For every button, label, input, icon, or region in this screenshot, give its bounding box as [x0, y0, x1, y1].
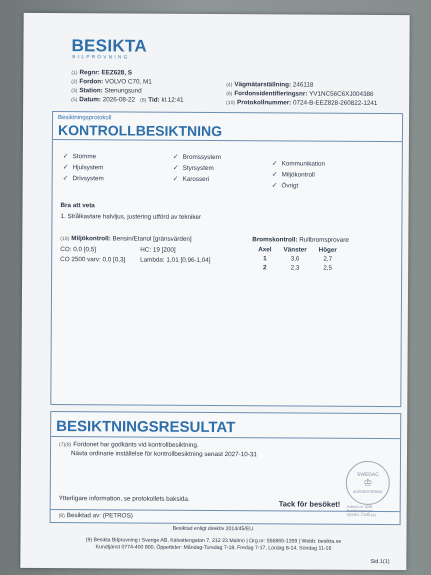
- brake-table-row: 2 2,3 2,5: [263, 264, 333, 272]
- bromskontroll-row: Bromskontroll: Rullbromsprovare: [252, 236, 349, 244]
- hc-value: HC: 19 [200]: [140, 246, 176, 254]
- check-hjulsystem: ✓ Hjulsystem: [62, 164, 104, 172]
- check-icon: ✓: [62, 164, 69, 172]
- swedac-seal-icon: [346, 461, 390, 505]
- lambda-value: Lambda: 1,01 [0,96-1,04]: [140, 256, 211, 264]
- check-icon: ✓: [62, 175, 69, 183]
- besiktad-av: (8) Besiktad av: (PETROS): [58, 512, 133, 520]
- check-icon: ✓: [172, 164, 179, 172]
- check-icon: ✓: [271, 182, 278, 190]
- besikta-logo-subtitle: BILPROVNING: [72, 54, 130, 60]
- seal-footnote-3: ISO/IEC 17020 (A): [346, 512, 376, 517]
- footer-hours: Kundtjänst 0774-400 800, Öppettider: Måndag-Torsdag 7-18, Fredag 7-17, Lördag 8-14, Söndag 11-16: [95, 544, 332, 552]
- datum-row: (5) Datum: 2026-08-22: [71, 96, 135, 104]
- divider: [53, 139, 402, 142]
- besikta-logo: BESIKTA: [71, 36, 148, 56]
- footer-company: (9) Besikta Bilprovning i Sverige AB, Kälvattengatan 7, 212 23 Malmö | Org.nr: 556865-1359 | Webb: besikta.se: [85, 537, 342, 545]
- check-drivsystem: ✓ Drivsystem: [62, 175, 104, 183]
- result-title: BESIKTNINGSRESULTAT: [56, 418, 236, 437]
- co-value: CO: 0,0 [0,5]: [60, 246, 96, 254]
- result-info: Ytterligare information, se protokollets baksida.: [58, 495, 190, 503]
- tid-row: (8) Tid: kl.12:41: [140, 96, 184, 104]
- regnr-value: EEZ628, S: [101, 69, 132, 77]
- footer-directive: Besiktad enligt direktiv 2014/45/EU.: [172, 525, 255, 533]
- check-ovrigt: ✓ Övrigt: [271, 182, 299, 190]
- protocol-box: [50, 111, 403, 407]
- seal-top-text: SWEDAC: [356, 471, 379, 478]
- check-bromssystem: ✓ Bromssystem: [172, 153, 221, 162]
- station-row: (3) Station: Stenungsund: [71, 87, 142, 95]
- check-icon: ✓: [172, 175, 179, 183]
- check-stomme: ✓ Stomme: [62, 153, 97, 161]
- regnr-row: (1) Regnr: EEZ628, S: [71, 69, 132, 77]
- check-icon: ✓: [62, 153, 69, 161]
- miljokontroll-row: (10) Miljökontroll: Bensin/Etanol [gränsvärden]: [60, 235, 192, 243]
- thanks-text: Tack för besöket!: [278, 499, 341, 509]
- co2500-value: CO 2500 varv: 0,0 [0,3]: [60, 256, 126, 264]
- divider: [51, 436, 400, 439]
- fordon-row: (2) Fordon: VOLVO C70, M1: [71, 78, 152, 86]
- brake-table: [252, 245, 343, 273]
- fordonsid-row: (6) Fordonsidentifieringsnr: YV1NC56C6XJ004386: [226, 90, 374, 98]
- crown-icon: ♔: [363, 477, 373, 489]
- protokollnummer-row: (10) Protokollnummer: 0724-B-EEZ828-260822-1241: [226, 99, 378, 107]
- check-icon: ✓: [172, 153, 179, 161]
- protocol-subtitle: Besiktningsprotokoll: [58, 115, 112, 122]
- check-miljokontroll: ✓ Miljökontroll: [271, 171, 315, 179]
- check-styrsystem: ✓ Styrsystem: [172, 164, 214, 172]
- brake-table-header: Axel Vänster Höger: [258, 246, 337, 254]
- result-next-inspection: Nästa ordinarie inställelse för kontrollbesiktning senast 2027-10-31: [70, 450, 257, 459]
- bra-att-veta-heading: Bra att veta: [60, 202, 95, 210]
- seal-mid-text: ACKREDITERING: [352, 489, 383, 494]
- check-karosseri: ✓ Karosseri: [172, 175, 210, 183]
- page-number: Sid.1(1): [370, 558, 390, 566]
- check-icon: ✓: [271, 160, 278, 168]
- brake-table-row: 1 3,6 2,7: [263, 255, 333, 263]
- check-icon: ✓: [271, 171, 278, 179]
- bra-att-veta-item: 1. Strålkastare halvljus, justering utförd av tekniker: [60, 213, 202, 221]
- protocol-title: KONTROLLBESIKTNING: [57, 122, 223, 140]
- seal-footnote-2: Besiktningsorgan: [346, 508, 374, 513]
- result-approved: (7)(8) Fordonet har godkänts vid kontrollbesiktning.: [59, 441, 199, 449]
- vagmatar-row: (4) Vägmätarställning: 246118: [226, 81, 314, 89]
- check-kommunikation: ✓ Kommunikation: [271, 160, 326, 168]
- seal-footnote-1: Ackred. nr. 1036: [346, 504, 373, 509]
- inspection-document: [20, 13, 409, 570]
